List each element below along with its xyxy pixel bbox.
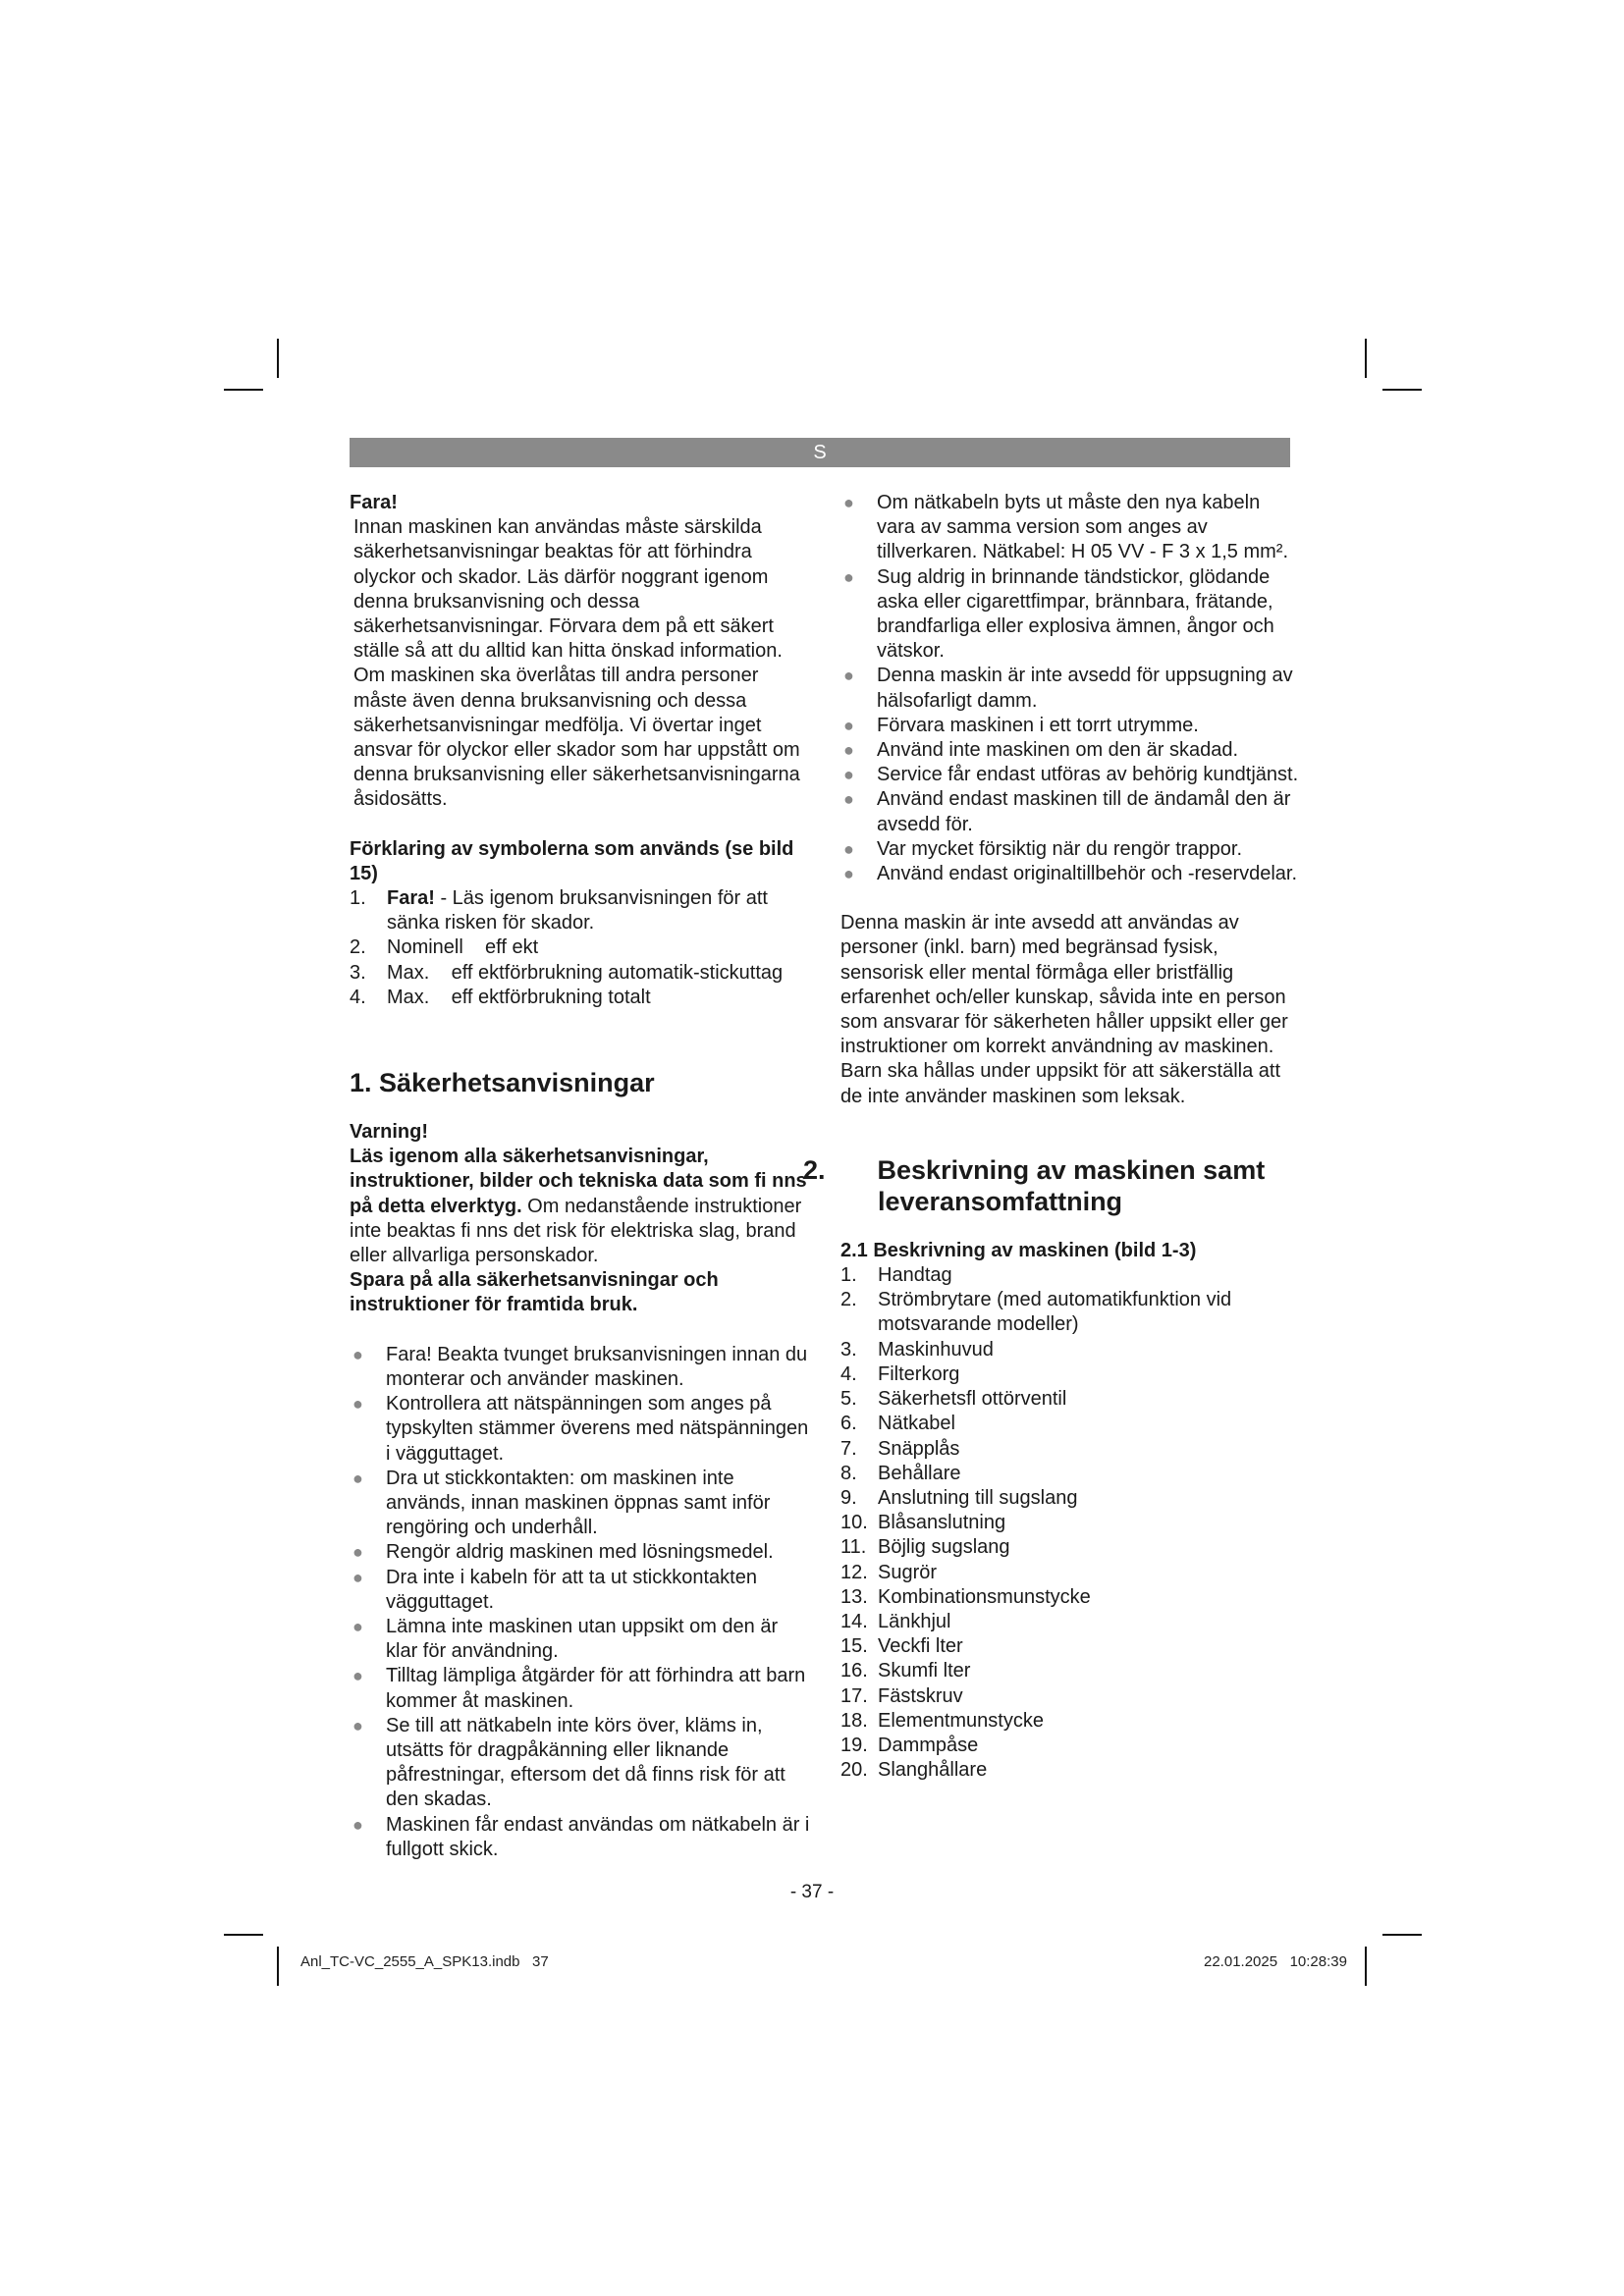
list-item: 16. Skumfi lter bbox=[840, 1660, 971, 1682]
footer-timestamp: 22.01.2025 10:28:39 bbox=[1204, 1953, 1347, 1970]
danger-text: Innan maskinen kan användas måste särskilda säkerhetsanvisningar beaktas för att förhindra olyckor och skador. Läs därför noggrant igenom denna bruksanvisning och dessa säkerhetsanvisningar. Förvara dem på ett säkert ställe så att du alltid kan hitta önskad information. Om maskinen ska överlåtas till andra personer måste även denna bruksanvisning och dessa säkerhetsanvisningar medfölja. Vi övertar inget ansvar för olyckor eller skador som har uppstått om denna bruksanvisning eller säkerhetsanvisningarna åsidosätts. bbox=[353, 516, 800, 811]
list-item: 1. Handtag bbox=[840, 1264, 952, 1287]
list-item: ● Fara! Beakta tvunget bruksanvisningen innan du monterar och använder maskinen. bbox=[352, 1343, 808, 1390]
section-1-heading: 1. Säkerhetsanvisningar bbox=[350, 1068, 655, 1098]
list-item: 7. Snäpplås bbox=[840, 1437, 960, 1460]
list-item: ● Se till att nätkabeln inte körs över, kläms in, utsätts för dragpåkänning eller liknande påfrestningar, eftersom det då finns risk för att den skadas. bbox=[352, 1714, 785, 1811]
crop-mark bbox=[1382, 389, 1422, 391]
list-item: 11. Böjlig sugslang bbox=[840, 1536, 1010, 1559]
list-item: 3. Maskinhuvud bbox=[840, 1338, 994, 1361]
list-item: ● Service får endast utföras av behörig kundtjänst. bbox=[843, 764, 1299, 786]
list-item: ● Denna maskin är inte avsedd för uppsugning av hälsofarligt damm. bbox=[843, 665, 1293, 712]
section-2-heading: 2. Beskrivning av maskinen samt leveransomfattning bbox=[803, 1154, 1266, 1216]
list-item: 3. Max. eff ektförbrukning automatik-stickuttag bbox=[350, 961, 784, 984]
list-item: ● Använd inte maskinen om den är skadad. bbox=[843, 739, 1238, 762]
crop-mark bbox=[277, 1947, 279, 1986]
list-item: ● Förvara maskinen i ett torrt utrymme. bbox=[843, 714, 1199, 736]
list-item: 5. Säkerhetsfl ottörventil bbox=[840, 1388, 1067, 1411]
page-number: - 37 - bbox=[789, 1882, 835, 1902]
left-column bbox=[350, 491, 811, 1862]
subsection-2-1-heading: 2.1 Beskrivning av maskinen (bild 1-3) bbox=[840, 1239, 1197, 1261]
list-item: ● Använd endast originaltillbehör och -reservdelar. bbox=[843, 863, 1298, 885]
children-warning-text: Denna maskin är inte avsedd att användas av personer (inkl. barn) med begränsad fysisk, sensorisk eller mental förmåga eller bristfällig erfarenhet och/eller kunskap, såvida inte en person som ansvarar för säkerheten håller uppsikt eller ger instruktioner om korrekt användning av maskinen. Barn ska hållas under uppsikt för att säkerställa att de inte använder maskinen som leksak. bbox=[840, 912, 1288, 1107]
list-item: ● Dra inte i kabeln för att ta ut stickkontakten vägguttaget. bbox=[352, 1566, 757, 1613]
safety-bullet-list bbox=[350, 1343, 811, 1862]
list-item: ● Kontrollera att nätspänningen som anges på typskylten stämmer överens med nätspänningen i vägguttaget. bbox=[352, 1393, 809, 1465]
list-item: 6. Nätkabel bbox=[840, 1413, 955, 1435]
language-banner: S bbox=[350, 438, 1290, 467]
list-item: 13. Kombinationsmunstycke bbox=[840, 1585, 1091, 1608]
list-item: 4. Filterkorg bbox=[840, 1362, 960, 1385]
list-item: ● Om nätkabeln byts ut måste den nya kabeln vara av samma version som anges av tillverkaren. Nätkabel: H 05 VV - F 3 x 1,5 mm². bbox=[843, 492, 1289, 563]
crop-mark bbox=[1382, 1934, 1422, 1936]
list-item: 1. Fara! - Läs igenom bruksanvisningen för att sänka risken för skador. bbox=[350, 887, 768, 934]
list-item: 12. Sugrör bbox=[840, 1561, 938, 1583]
list-item: ● Maskinen får endast användas om nätkabeln är i fullgott skick. bbox=[352, 1813, 810, 1860]
footer-file-name: Anl_TC-VC_2555_A_SPK13.indb 37 bbox=[300, 1953, 549, 1970]
list-item: 8. Behållare bbox=[840, 1462, 961, 1484]
list-item: ● Sug aldrig in brinnande tändstickor, glödande aska eller cigarettfimpar, brännbara, frätande, brandfarliga eller explosiva ämnen, ångor och vätskor. bbox=[843, 565, 1274, 663]
list-item: 10. Blåsanslutning bbox=[840, 1512, 1006, 1534]
crop-mark bbox=[277, 339, 279, 378]
list-item: ● Använd endast maskinen till de ändamål den är avsedd för. bbox=[843, 788, 1291, 835]
list-item: 19. Dammpåse bbox=[840, 1734, 979, 1756]
right-column bbox=[803, 491, 1302, 1783]
list-item: 4. Max. eff ektförbrukning totalt bbox=[350, 986, 651, 1008]
list-item: 20. Slanghållare bbox=[840, 1759, 988, 1782]
list-item: 17. Fästskruv bbox=[840, 1684, 963, 1707]
list-item: 2. Strömbrytare (med automatikfunktion vid motsvarande modeller) bbox=[840, 1289, 1232, 1336]
list-item: ● Lämna inte maskinen utan uppsikt om den är klar för användning. bbox=[352, 1615, 779, 1663]
list-item: ● Var mycket försiktig när du rengör trappor. bbox=[843, 837, 1243, 860]
safety-bullet-list-continued bbox=[840, 491, 1302, 886]
list-item: ● Tilltag lämpliga åtgärder för att förhindra att barn kommer åt maskinen. bbox=[352, 1665, 806, 1712]
crop-mark bbox=[224, 1934, 263, 1936]
list-item: 2. Nominell eff ekt bbox=[350, 936, 539, 959]
list-item: ● Rengör aldrig maskinen med lösningsmedel. bbox=[352, 1541, 774, 1564]
parts-list bbox=[840, 1263, 1302, 1783]
list-item: 9. Anslutning till sugslang bbox=[840, 1486, 1078, 1509]
crop-mark bbox=[224, 389, 263, 391]
warning-title: Varning! bbox=[350, 1121, 429, 1144]
symbols-heading: Förklaring av symbolerna som används (se bild 15) bbox=[350, 837, 794, 884]
list-item: ● Dra ut stickkontakten: om maskinen inte används, innan maskinen öppnas samt inför rengöring och underhåll. bbox=[352, 1467, 771, 1539]
crop-mark bbox=[1365, 1947, 1367, 1986]
list-item: 18. Elementmunstycke bbox=[840, 1709, 1044, 1732]
symbols-list bbox=[350, 886, 811, 1010]
warning-text: Läs igenom alla säkerhetsanvisningar, instruktioner, bilder och tekniska data som fi nns på detta elverktyg. Om nedanstående instruktioner inte beaktas fi nns det risk för elektriska slag, brand eller allvarliga personskador. bbox=[350, 1146, 807, 1267]
keep-instructions: Spara på alla säkerhetsanvisningar och instruktioner för framtida bruk. bbox=[350, 1269, 719, 1316]
list-item: 14. Länkhjul bbox=[840, 1610, 951, 1632]
list-item: 15. Veckfi lter bbox=[840, 1635, 963, 1658]
danger-title: Fara! bbox=[350, 492, 398, 513]
crop-mark bbox=[1365, 339, 1367, 378]
